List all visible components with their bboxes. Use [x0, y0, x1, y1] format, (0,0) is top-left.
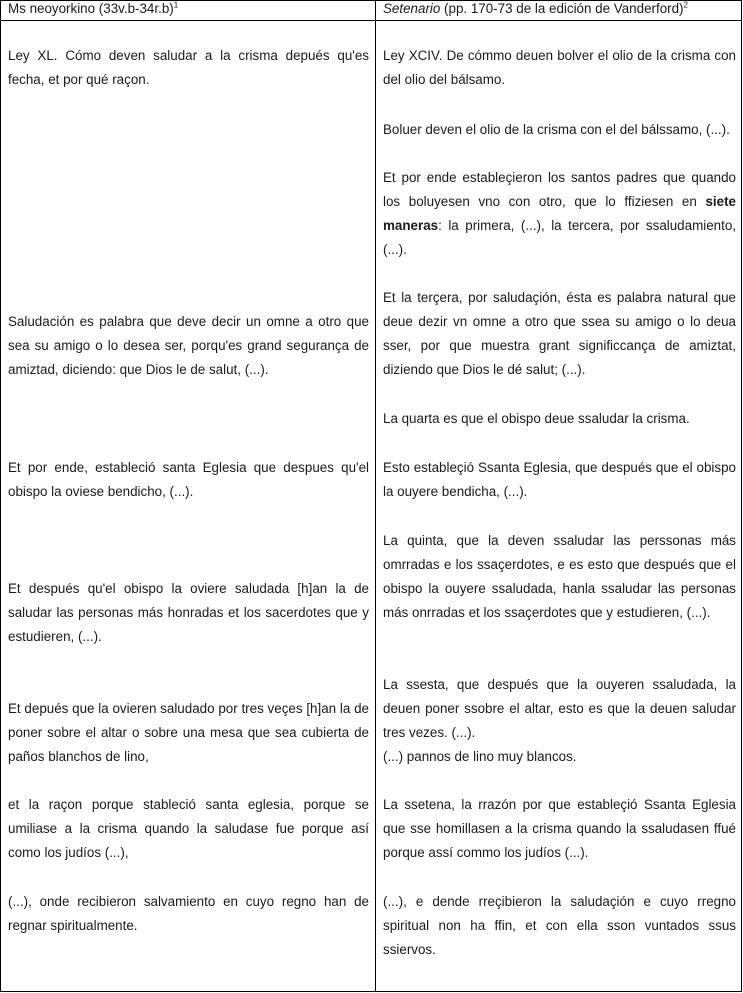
footnote-ref-2: 2 [683, 0, 688, 10]
right-text: Et por ende estableçieron los santos padres que quando los boluyesen vno con otro, que lo ffiziesen en [383, 170, 736, 209]
right-paragraph: (...), e dende rreçibieron la saludaçión e cuyo rregno spiritual non ha ffin, et con ella sson vuntados ssus ssiervos. [383, 894, 736, 957]
left-header-text: Ms neoyorkino (33v.b-34r.b) [8, 1, 174, 16]
left-paragraph: (...), onde recibieron salvamiento en cuyo regno han de regnar spiritualmente. [8, 894, 369, 933]
right-paragraph: La ssesta, que después que la ouyeren ssaludada, la deuen poner ssobre el altar, esto es que la deuen saludar tres vezes. (...). [383, 677, 736, 740]
right-paragraph: Esto estableçió Ssanta Eglesia, que después que el obispo la ouyere bendicha, (...). [383, 460, 736, 499]
right-paragraph: Boluer deven el olio de la crisma con el del bálssamo, (...). [383, 122, 730, 137]
right-paragraph: La quarta es que el obispo deue ssaludar la crisma. [383, 411, 690, 426]
left-paragraph: Ley XL. Cómo deven saludar a la crisma depués qu'es fecha, et por qué raçon. [8, 48, 369, 87]
right-paragraph: La quinta, que la deven ssaludar las perssonas más omrradas e los ssaçerdotes, e es esto que después que el obispo la ouyere ssaludada, hanla ssaludar las personas más onrradas et los ssaçerdotes que y estudieren, (...). [383, 533, 736, 620]
left-paragraph: Saludación es palabra que deve decir un omne a otro que sea su amigo o lo desea ser, porqu'es grand segurança de amiztad, diciendo: que Dios le de salut, (...). [8, 314, 369, 377]
left-paragraph: Et depués que la ovieren saludado por tres veçes [h]an la de poner sobre el altar o sobre una mesa que sea cubierta de paños blanchos de lino, [8, 701, 369, 764]
right-column-header [383, 1, 736, 17]
header-rule [0, 20, 742, 21]
right-paragraph: (...) pannos de lino muy blancos. [383, 749, 577, 764]
right-paragraph [383, 166, 736, 262]
left-column-header [8, 1, 369, 17]
right-paragraph: La ssetena, la rrazón por que estableçió Ssanta Eglesia que sse homillasen a la crisma quando la ssaludasen ffué porque assí commo los judíos (...). [383, 797, 736, 860]
right-paragraph: Ley XCIV. De cómmo deuen bolver el olio de la crisma con del olio del bálsamo. [383, 48, 736, 87]
right-header-text: (pp. 170-73 de la edición de Vanderford) [440, 1, 684, 16]
footnote-ref-1: 1 [173, 0, 179, 10]
left-paragraph: Et después qu'el obispo la oviere saludada [h]an la de saludar las personas más honradas et los sacerdotes que y estudieren, (...). [8, 581, 369, 644]
right-paragraph: Et la terçera, por saludaçión, ésta es palabra natural que deue dezir vn omne a otro que ssea su amigo o lo deua sser, por que muestra grant significcança de amiztat, diziendo que Dios le dé salut; (...). [383, 290, 736, 377]
column-divider [375, 0, 376, 992]
left-paragraph: et la raçon porque stableció santa eglesia, porque se umiliase a la crisma quando la saludase fue porque así como los judíos (...), [8, 797, 369, 860]
right-text: : la primera, (...), la tercera, por ssaludamiento, (...). [383, 218, 736, 257]
right-header-title: Setenario [383, 1, 441, 16]
left-paragraph: Et por ende, estableció santa Eglesia que despues qu'el obispo la oviese bendicho, (...). [8, 460, 369, 499]
emphasis-text: siete maneras [383, 194, 736, 233]
